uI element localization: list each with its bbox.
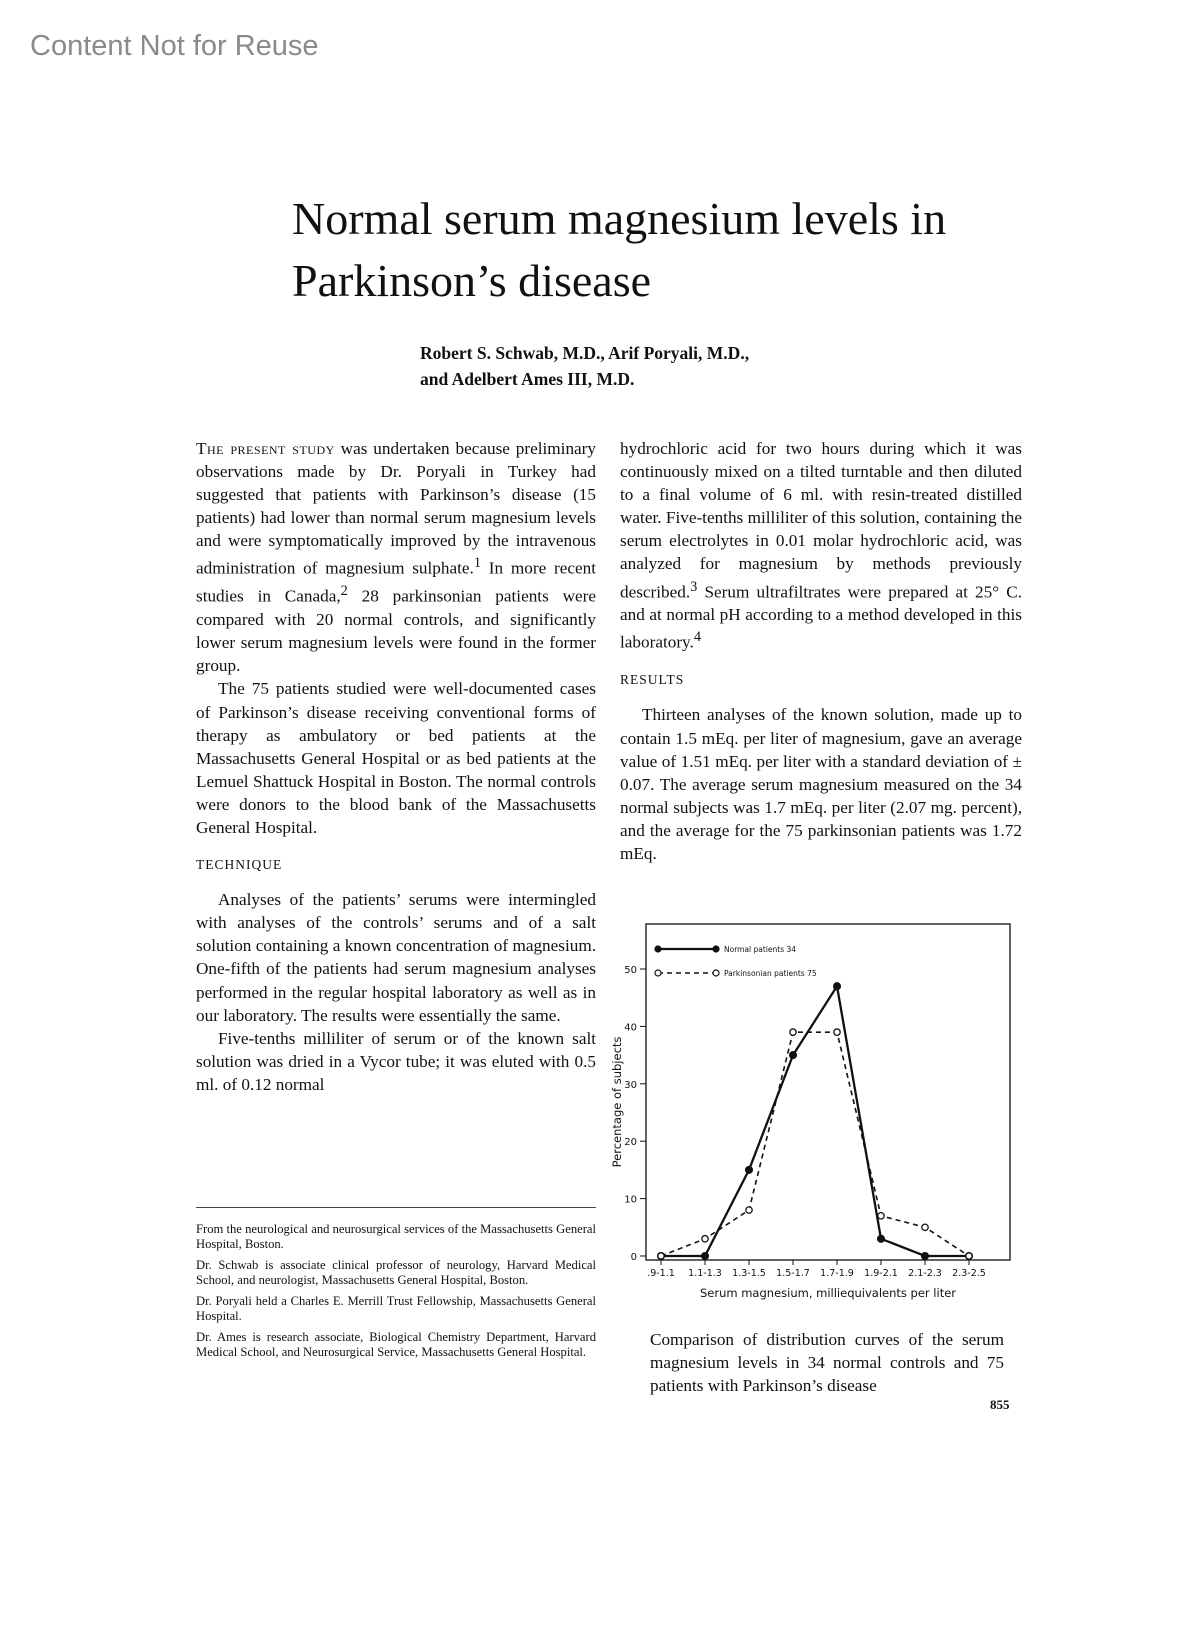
technique-continuation xyxy=(620,437,1022,654)
authors xyxy=(420,340,1020,392)
data-point-series-2 xyxy=(966,1253,972,1259)
right-column xyxy=(620,437,1022,865)
authors-line-1: Robert S. Schwab, M.D., Arif Poryali, M.D., xyxy=(420,343,750,363)
data-point-series-1 xyxy=(790,1052,797,1059)
figure-caption: Comparison of distribution curves of the serum magnesium levels in 34 normal controls and 75 patients with Parkinson’s disease xyxy=(650,1330,1004,1395)
intro-paragraph xyxy=(196,437,596,677)
data-point-series-2 xyxy=(790,1029,796,1035)
intro-text-a: was undertaken because preliminary observations made by Dr. Poryali in Turkey had suggested that patients with Parkinson’s disease (15 patients) had lower than normal serum magnesium levels and were symptomatically improved by the intravenous administration of magnesium sulphate. xyxy=(196,439,596,579)
x-tick-label: 1.1-1.3 xyxy=(688,1268,722,1279)
y-tick-label: 30 xyxy=(624,1079,637,1091)
x-tick-label: .9-1.1 xyxy=(647,1268,675,1279)
footnotes xyxy=(196,1222,596,1366)
y-tick-label: 0 xyxy=(630,1252,637,1263)
legend-label-1: Normal patients 34 xyxy=(724,945,797,954)
technique-cont-text-b: Serum ultrafiltrates were prepared at 25° C. and at normal pH according to a method developed in this laboratory. xyxy=(620,582,1022,653)
intro-text-b: In more recent studies in Canada, xyxy=(196,559,596,607)
footnote-ref-2: 2 xyxy=(340,583,348,600)
legend-marker-1 xyxy=(713,946,719,952)
footnote: Dr. Ames is research associate, Biological Chemistry Department, Harvard Medical School, and Neurosurgical Service, Massachusetts General Hospital. xyxy=(196,1330,596,1359)
left-column xyxy=(196,437,596,1096)
footnote-ref-1: 1 xyxy=(473,555,481,572)
data-point-series-1 xyxy=(922,1253,929,1260)
distribution-chart xyxy=(610,918,1030,1328)
footnote-ref-3: 3 xyxy=(690,578,698,595)
data-point-series-2 xyxy=(922,1224,928,1230)
section-heading-results: RESULTS xyxy=(620,672,685,688)
x-tick-label: 1.7-1.9 xyxy=(820,1268,854,1279)
legend-label-2: Parkinsonian patients 75 xyxy=(724,969,817,978)
data-point-series-1 xyxy=(702,1253,709,1260)
data-point-series-1 xyxy=(878,1235,885,1242)
data-point-series-1 xyxy=(746,1167,753,1174)
patients-paragraph: The 75 patients studied were well-documented cases of Parkinson’s disease receiving conventional forms of therapy as ambulatory or bed patients at the Massachusetts General Hospital or as bed patients at the Lemuel Shattuck Hospital in Boston. The normal controls were donors to the blood bank of the Massachusetts General Hospital. xyxy=(196,679,596,837)
y-tick-label: 40 xyxy=(624,1022,637,1034)
footnote-ref-4: 4 xyxy=(693,629,701,646)
legend-marker-1 xyxy=(655,946,661,952)
data-point-series-1 xyxy=(834,983,841,990)
y-tick-label: 50 xyxy=(624,965,637,976)
data-point-series-2 xyxy=(834,1029,840,1035)
section-heading-technique: TECHNIQUE xyxy=(196,857,283,873)
intro-text-c: 28 parkinsonian patients were compared with 20 normal controls, and significantly lower serum magnesium levels were found in the former group. xyxy=(196,587,596,676)
technique-paragraph-1: Analyses of the patients’ serums were intermingled with analyses of the controls’ serums and of a salt solution containing a known concentration of magnesium. One-fifth of the patients had serum magnesium analyses performed in the regular hospital laboratory as well as in our laboratory. The results were essentially the same. xyxy=(196,890,596,1025)
x-tick-label: 2.1-2.3 xyxy=(908,1268,942,1279)
data-point-series-2 xyxy=(746,1207,752,1213)
x-tick-label: 2.3-2.5 xyxy=(952,1268,986,1279)
page-number: 855 xyxy=(990,1397,1010,1412)
series-line-1 xyxy=(661,986,969,1256)
authors-line-2: and Adelbert Ames III, M.D. xyxy=(420,369,635,389)
data-point-series-2 xyxy=(878,1213,884,1219)
series-line-2 xyxy=(661,1032,969,1256)
data-point-series-2 xyxy=(702,1236,708,1242)
y-tick-label: 20 xyxy=(624,1137,637,1149)
y-tick-label: 10 xyxy=(624,1194,637,1206)
intro-lead: The present study xyxy=(196,439,335,458)
legend-marker-2 xyxy=(655,970,661,976)
plot-frame xyxy=(646,924,1010,1260)
technique-cont-text-a: hydrochloric acid for two hours during which it was continuously mixed on a tilted turntable and then diluted to a final volume of 6 ml. with resin-treated distilled water. Five-tenths milliliter of this solution, containing the serum electrolytes in 0.01 molar hydrochloric acid, was analyzed for magnesium by methods previously described. xyxy=(620,439,1022,602)
x-axis-label: Serum magnesium, milliequivalents per liter xyxy=(699,1286,957,1300)
legend-marker-2 xyxy=(713,970,719,976)
x-tick-label: 1.5-1.7 xyxy=(776,1268,810,1279)
footnote: From the neurological and neurosurgical services of the Massachusetts General Hospital, Boston. xyxy=(196,1222,596,1251)
article-title: Normal serum magnesium levels in Parkinson’s disease xyxy=(292,193,947,306)
watermark: Content Not for Reuse xyxy=(30,30,319,62)
figure xyxy=(610,918,1030,1328)
results-paragraph: Thirteen analyses of the known solution, made up to contain 1.5 mEq. per liter of magnesium, gave an average value of 1.51 mEq. per liter with a standard deviation of ± 0.07. The average serum magnesium measured on the 34 normal subjects was 1.7 mEq. per liter (2.07 mg. percent), and the average for the 75 parkinsonian patients was 1.72 mEq. xyxy=(620,705,1022,863)
x-tick-label: 1.3-1.5 xyxy=(732,1268,766,1279)
footnote-rule xyxy=(196,1207,596,1208)
footnote: Dr. Schwab is associate clinical professor of neurology, Harvard Medical School, and neurologist, Massachusetts General Hospital, Boston. xyxy=(196,1258,596,1287)
footnote: Dr. Poryali held a Charles E. Merrill Trust Fellowship, Massachusetts General Hospital. xyxy=(196,1294,596,1323)
data-point-series-2 xyxy=(658,1253,664,1259)
x-tick-label: 1.9-2.1 xyxy=(864,1268,898,1279)
y-axis-label: Percentage of subjects xyxy=(610,1036,624,1168)
technique-paragraph-2: Five-tenths milliliter of serum or of the known salt solution was dried in a Vycor tube; it was eluted with 0.5 ml. of 0.12 normal xyxy=(196,1028,596,1094)
